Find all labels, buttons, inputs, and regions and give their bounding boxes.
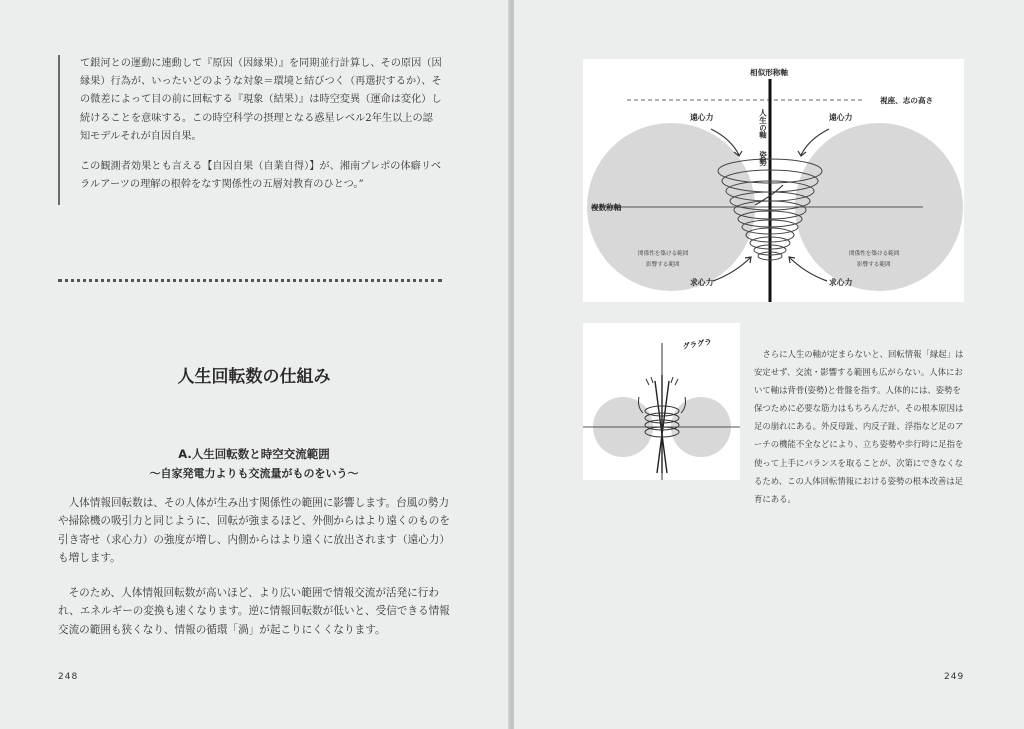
vortex-diagram (583, 59, 964, 302)
subsection-subtitle: 〜自家発電力よりも交流量がものをいう〜 (149, 467, 359, 480)
wobble-diagram-svg (583, 323, 740, 480)
subsection-title: A.人生回転数と時空交流範囲 (178, 447, 330, 461)
body-paragraph-2: そのため、人体情報回転数が高いほど、より広い範囲で情報交流が活発に行われ、エネルギーの変換も速くなります。逆に情報回転数が低いと、受信できる情報交流の範囲も狭くなり、情報の循環「渦」が起こりにくくなります。 (58, 587, 450, 636)
label-centripetal-left: 求心力 (690, 278, 714, 287)
label-multiple-axis: 複数称軸 (591, 203, 622, 212)
label-range-left-2: 影響する範囲 (646, 262, 680, 268)
label-centrifugal-right: 遠心力 (829, 113, 853, 122)
left-page (0, 0, 510, 729)
quote-block (58, 55, 442, 205)
wobble-axes (655, 375, 669, 473)
label-posture: 姿勢 (758, 151, 768, 166)
wobble-diagram (583, 323, 740, 480)
label-range-right-1: 関係性を築ける範囲 (849, 251, 900, 257)
vortex-diagram-svg (583, 59, 964, 302)
section-title: 人生回転数の仕組み (177, 367, 331, 387)
label-range-left-1: 関係性を築ける範囲 (638, 251, 689, 257)
page-number-left: 248 (58, 672, 79, 682)
body-paragraph-1: 人体情報回転数は、その人体が生み出す関係性の範囲に影響します。台風の勢力や掃除機の吸引力と同じように、回転が強まるほど、外側からはより遠くのものを引き寄せ（求心力）の強度が増し、内側からはより遠くに放出されます（遠心力）も増します。 (58, 497, 450, 565)
right-body-paragraph: さらに人生の軸が定まらないと、回転情報「縁起」は安定せず、交流・影響する範囲も広がらない。人体において軸は背骨(姿勢)と骨盤を指す。人体的には、姿勢を保つために必要な筋力はもちろんだが、その根本原因は足の崩れにある。外反母趾、内反子趾、浮指など足のアーチの機能不全などにより、立ち姿勢や歩行時に足指を使って上手にバランスを取ることが、次第にできなくなるため、この人体回転情報における姿勢の根本改善は足育にある。 (754, 349, 964, 504)
dotted-divider (58, 279, 442, 282)
label-viewpoint: 視座、志の高さ (880, 96, 934, 105)
label-centrifugal-left: 遠心力 (690, 113, 714, 122)
label-centripetal-right: 求心力 (829, 278, 853, 287)
page-number-right: 249 (944, 672, 965, 682)
quote-paragraph-2: この観測者効果とも言える【自因自果（自業自得）】が、湘南プレポの体癖リベラルアーツの理解の根幹をなす関係性の五層対教育のひとつ。” (80, 161, 442, 191)
label-range-right-2: 影響する範囲 (857, 262, 891, 268)
label-wobble: グラグラ (681, 336, 713, 351)
quote-paragraph-1: て銀河との運動に連動して『原因（因縁果）』を同期並行計算し、その原因（因縁果）行為が、いったいどのような対象＝環境と結びつく（再選択するか）、その微差によって目の前に回転する『現象（結果）』は時空変異（運命は変化）し続けることを意味する。この時空科学の摂理となる惑星レベル2年生以上の認知モデルそれが自因自果。 (80, 58, 442, 142)
label-similar-axis: 相似形称軸 (750, 68, 788, 77)
label-life-axis: 人生の軸 (758, 109, 768, 139)
